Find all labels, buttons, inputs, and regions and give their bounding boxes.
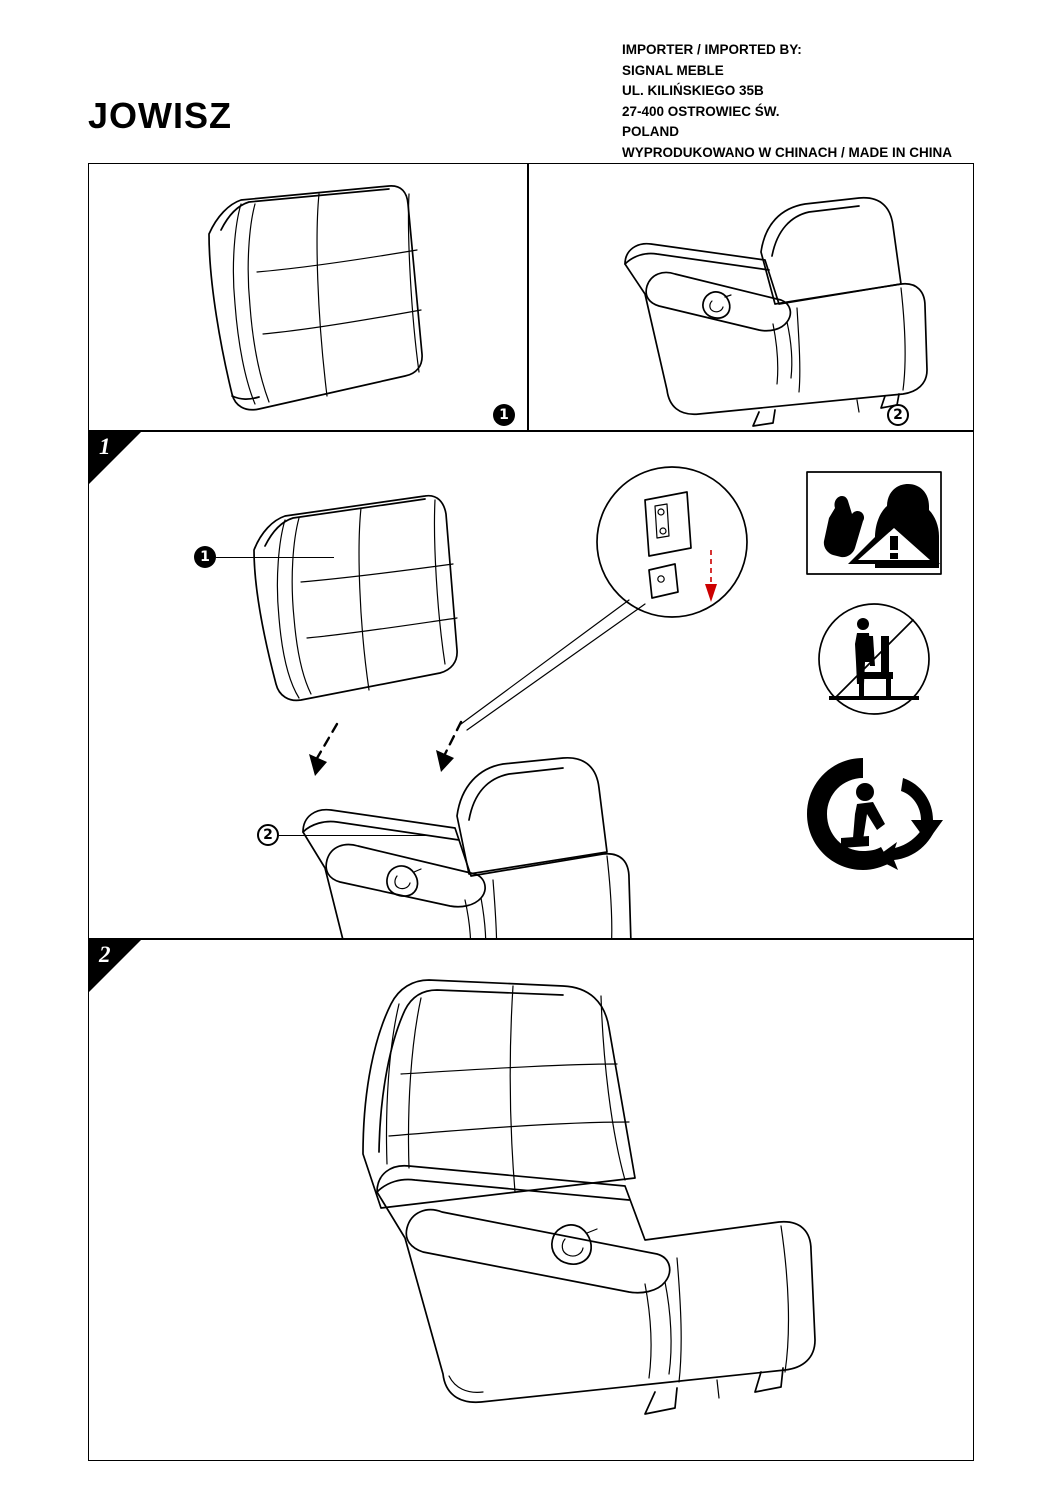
step-2-panel bbox=[88, 939, 974, 1461]
callout-1-leader bbox=[216, 557, 334, 558]
importer-block bbox=[622, 40, 952, 163]
part-panel-seat-base bbox=[528, 163, 974, 431]
pictogram-no-standing bbox=[799, 600, 949, 718]
part-number-1: 1 bbox=[493, 404, 515, 426]
importer-country: POLAND bbox=[622, 124, 679, 139]
step-1-panel bbox=[88, 431, 974, 939]
importer-origin: WYPRODUKOWANO W CHINACH / MADE IN CHINA bbox=[622, 144, 952, 160]
part-number-2: 2 bbox=[887, 404, 909, 426]
importer-heading: IMPORTER / IMPORTED BY: bbox=[622, 42, 802, 57]
page-title: JOWISZ bbox=[88, 95, 233, 136]
step-2-number: 2 bbox=[99, 942, 111, 967]
importer-street: UL. KILIŃSKIEGO 35B bbox=[622, 83, 764, 98]
callout-2-leader bbox=[279, 835, 429, 836]
pictogram-two-person-handling bbox=[799, 752, 949, 870]
callout-1: 1 bbox=[194, 546, 216, 568]
seat-base-drawing bbox=[529, 164, 975, 432]
step-2-corner-flag bbox=[89, 940, 141, 992]
callout-2: 2 bbox=[257, 824, 279, 846]
step-1-corner-flag bbox=[89, 432, 141, 484]
step-1-number: 1 bbox=[99, 434, 111, 459]
step-2-drawing bbox=[89, 940, 975, 1462]
importer-company: SIGNAL MEBLE bbox=[622, 62, 724, 78]
part-panel-backrest bbox=[88, 163, 528, 431]
pictogram-warning bbox=[799, 462, 949, 580]
importer-city: 27-400 OSTROWIEC ŚW. bbox=[622, 103, 780, 119]
backrest-drawing bbox=[89, 164, 529, 432]
